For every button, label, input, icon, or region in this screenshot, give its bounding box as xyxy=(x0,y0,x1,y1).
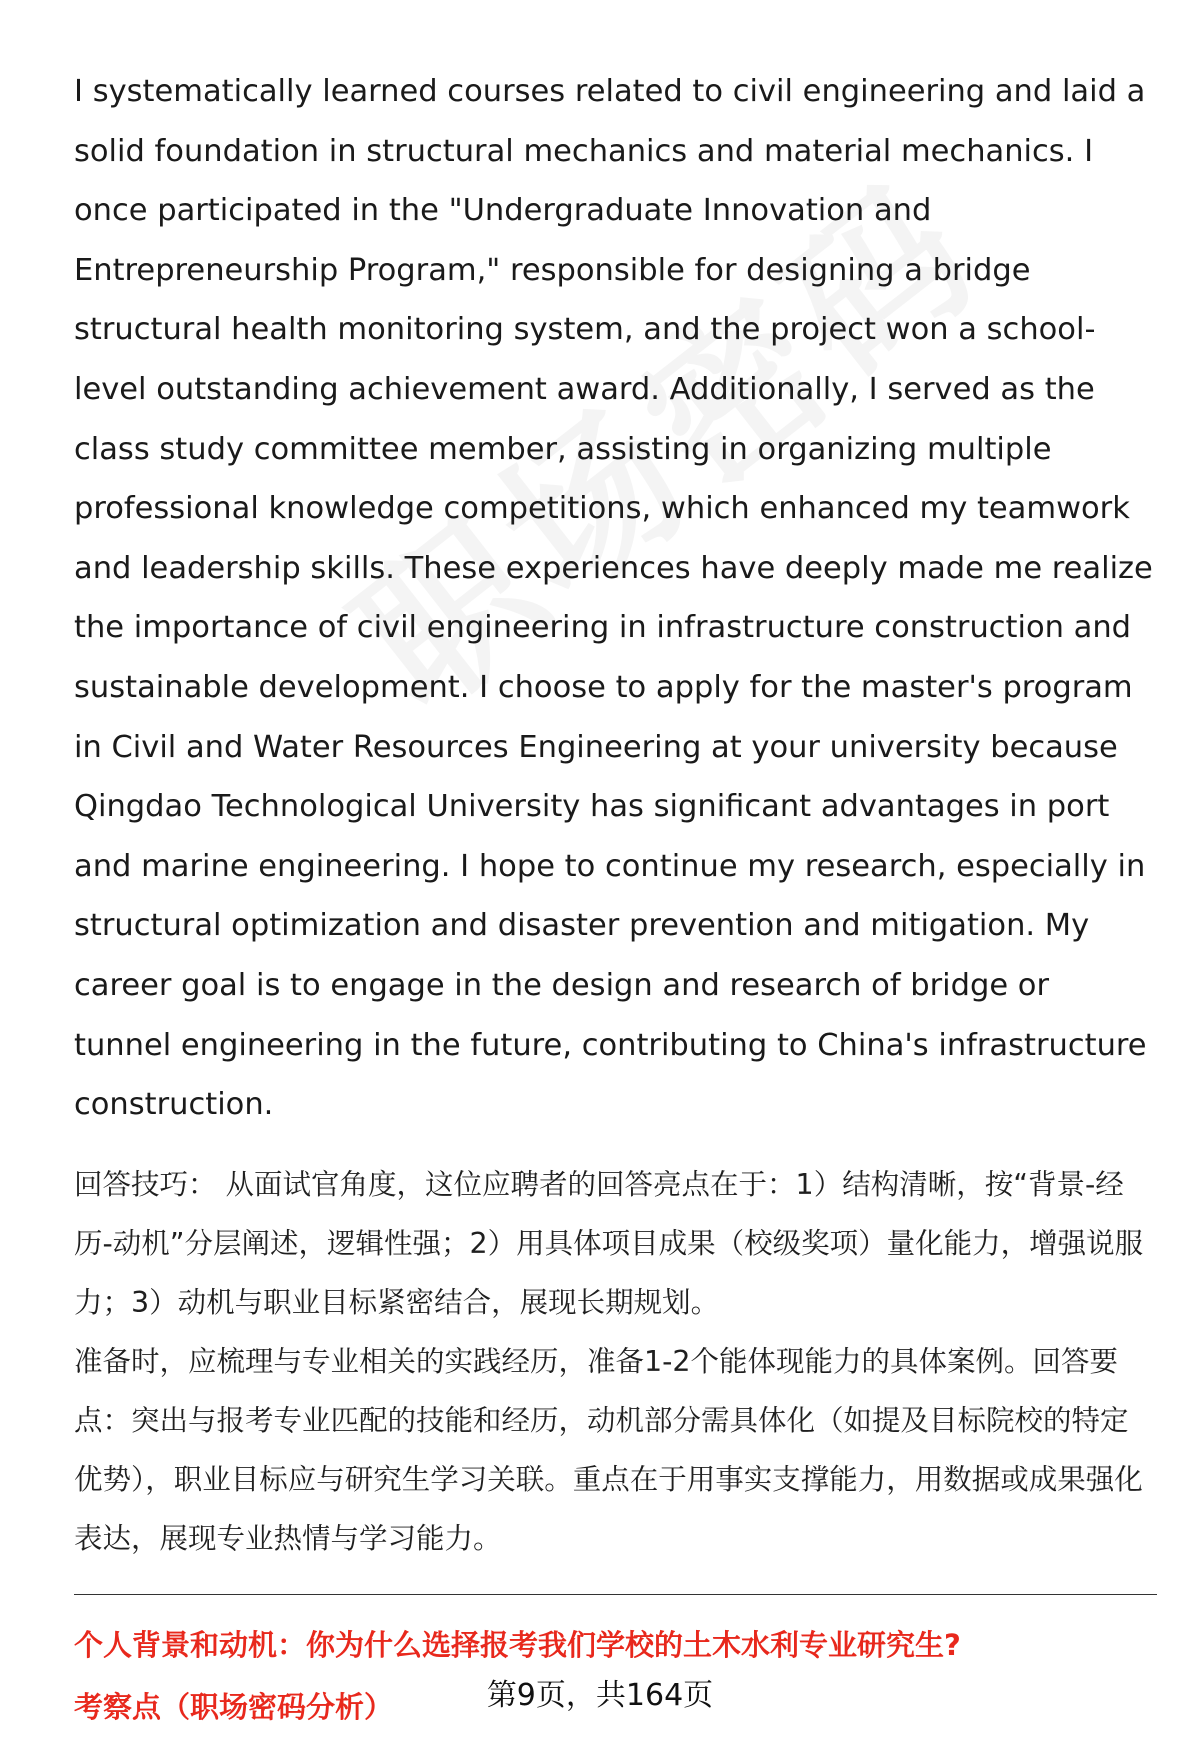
tips-paragraph-1: 回答技巧： 从面试官角度，这位应聘者的回答亮点在于：1）结构清晰，按“背景-经历-动机”分层阐述，逻辑性强；2）用具体项目成果（校级奖项）量化能力，增强说服力；3）动机与职业目标紧密结合，展现长期规划。 xyxy=(74,1167,1144,1319)
answer-paragraph: I systematically learned courses related to civil engineering and laid a solid foundation in structural mechanics and material mechanics. I once participated in the "Undergraduate Innovation and Entrepreneurship Program," responsible for designing a bridge structural health monitoring system, and the project won a school-level outstanding achievement award. Additionally, I served as the class study committee member, assisting in organizing multiple professional knowledge competitions, which enhanced my teamwork and leadership skills. These experiences have deeply made me realize the importance of civil engineering in infrastructure construction and sustainable development. I choose to apply for the master's program in Civil and Water Resources Engineering at your university because Qingdao Technological University has significant advantages in port and marine engineering. I hope to continue my research, especially in structural optimization and disaster prevention and mitigation. My career goal is to engage in the design and research of bridge or tunnel engineering in the future, contributing to China's infrastructure construction. xyxy=(74,74,1153,1123)
document-page xyxy=(74,62,1154,1727)
focus-heading: 考察点（职场密码分析） xyxy=(74,1689,394,1724)
question-title: 个人背景和动机：你为什么选择报考我们学校的土木水利专业研究生? xyxy=(74,1627,961,1662)
answer-tips xyxy=(74,1155,1154,1568)
page-number: 第9页，共164页 xyxy=(486,1678,714,1713)
tips-paragraph-2: 准备时，应梳理与专业相关的实践经历，准备1-2个能体现能力的具体案例。回答要点：突出与报考专业匹配的技能和经历，动机部分需具体化（如提及目标院校的特定优势），职业目标应与研究生学习关联。重点在于用事实支撑能力，用数据或成果强化表达，展现专业热情与学习能力。 xyxy=(74,1344,1143,1555)
section-divider xyxy=(74,1594,1157,1595)
